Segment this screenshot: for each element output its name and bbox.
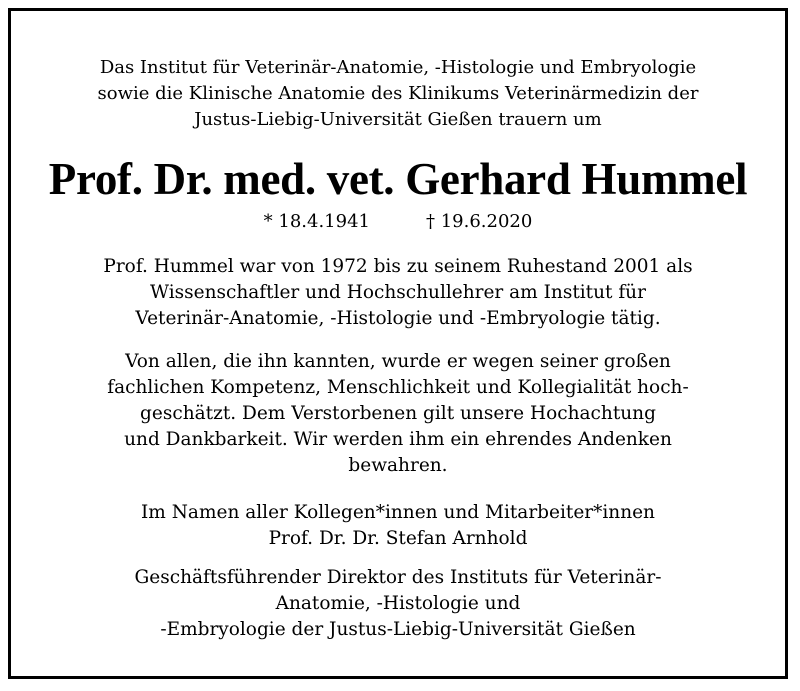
tribute-line: Von allen, die ihn kannten, wurde er wegen seiner großen (125, 351, 671, 372)
tribute-line: fachlichen Kompetenz, Menschlichkeit und Kollegialität hoch- (107, 377, 689, 398)
tribute-line: Wissenschaftler und Hochschullehrer am Institut für (150, 282, 646, 303)
signer-name: Prof. Dr. Dr. Stefan Arnhold (268, 528, 528, 549)
intro-line: Justus-Liebig-Universität Gießen trauern um (194, 109, 602, 130)
birth-date: * 18.4.1941 (263, 211, 370, 232)
tribute-line: und Dankbarkeit. Wir werden ihm ein ehrendes Andenken (124, 429, 672, 450)
on-behalf-line: Im Namen aller Kollegen*innen und Mitarbeiter*innen (141, 502, 655, 523)
tribute-line: bewahren. (348, 455, 448, 476)
life-dates (11, 209, 785, 235)
intro-line: sowie die Klinische Anatomie des Klinikums Veterinärmedizin der (97, 83, 699, 104)
tribute-line: geschätzt. Dem Verstorbenen gilt unsere Hochachtung (140, 403, 656, 424)
tribute-line: Prof. Hummel war von 1972 bis zu seinem Ruhestand 2001 als (103, 256, 693, 277)
intro-line: Das Institut für Veterinär-Anatomie, -Histologie und Embryologie (99, 57, 697, 78)
death-date: † 19.6.2020 (426, 211, 533, 232)
role-line: Geschäftsführender Direktor des Instituts für Veterinär- (134, 567, 662, 588)
tribute-paragraph-appreciation (11, 349, 785, 479)
tribute-line: Veterinär-Anatomie, -Histologie und -Embryologie tätig. (135, 308, 661, 329)
tribute-paragraph-career (11, 254, 785, 332)
signer-role (11, 565, 785, 643)
role-line: Anatomie, -Histologie und (275, 593, 521, 614)
intro-text (11, 55, 785, 133)
signature-block (11, 500, 785, 552)
obituary-notice (8, 8, 788, 679)
deceased-name: Prof. Dr. med. vet. Gerhard Hummel (48, 154, 748, 204)
role-line: -Embryologie der Justus-Liebig-Universität Gießen (160, 619, 636, 640)
